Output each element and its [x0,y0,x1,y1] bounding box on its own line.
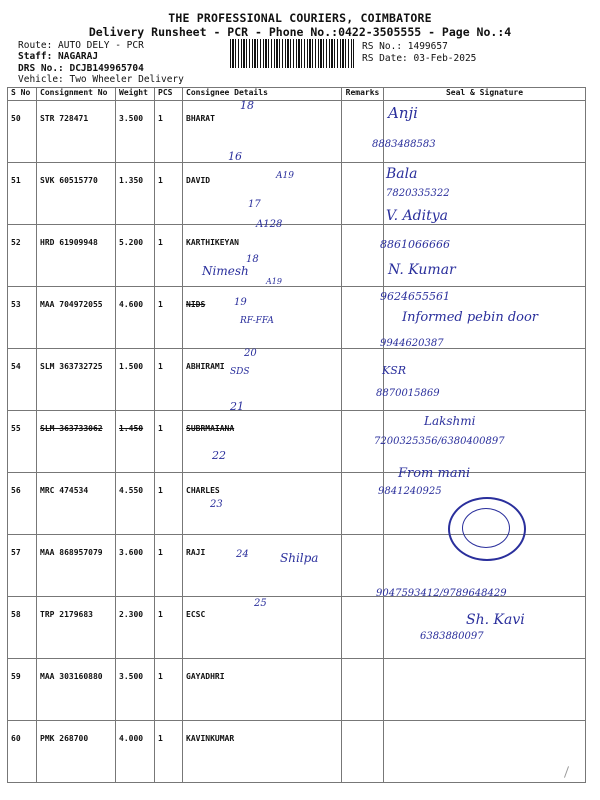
handwritten-name: Nimesh [202,264,249,278]
cell-consignment: MAA 704972055 [37,287,116,349]
table-header-row [8,88,586,101]
cell-consignment: SLM 363733062 [37,411,116,473]
cell-weight: 3.600 [116,535,155,597]
cell-weight: 4.000 [116,721,155,783]
handwritten-phone: 9944620387 [380,338,444,349]
cell-pcs: 1 [155,287,183,349]
cell-weight: 1.350 [116,163,155,225]
cell-weight: 4.600 [116,287,155,349]
handwritten-phone: 7820335322 [386,188,450,199]
table-row [8,163,586,225]
table-row [8,721,586,783]
cell-consignee: KAVINKUMAR [183,721,342,783]
cell-consignment: SVK 60515770 [37,163,116,225]
rs-date: RS Date: 03-Feb-2025 [362,53,477,64]
cell-remarks [342,721,384,783]
handwritten-code: SDS [230,367,250,377]
cell-sno: 60 [8,721,37,783]
cell-consignment: TRP 2179683 [37,597,116,659]
cell-consignment: PMK 268700 [37,721,116,783]
handwritten-number: 16 [228,150,242,163]
handwritten-signature: Lakshmi [424,414,476,428]
cell-remarks [342,163,384,225]
cell-sno: 58 [8,597,37,659]
handwritten-code: A128 [256,219,283,230]
handwritten-phone: 6383880097 [420,631,484,642]
handwritten-phone: 9047593412/9789648429 [376,588,507,599]
cell-pcs: 1 [155,659,183,721]
col-header-seal: Seal & Signature [384,88,586,101]
handwritten-name: Shilpa [280,551,319,565]
handwritten-phone: 7200325356/6380400897 [374,436,505,447]
cell-consignment: HRD 61909948 [37,225,116,287]
cell-pcs: 1 [155,597,183,659]
handwritten-phone: 9624655561 [380,290,450,303]
company-title: THE PROFESSIONAL COURIERS, COIMBATORE [168,11,432,25]
cell-remarks [342,473,384,535]
rs-number: RS No.: 1499657 [362,41,448,52]
table-row [8,349,586,411]
cell-pcs: 1 [155,163,183,225]
cell-sno: 56 [8,473,37,535]
cell-sno: 51 [8,163,37,225]
handwritten-phone: 8883488583 [372,139,436,150]
handwritten-number: 25 [254,598,267,609]
cell-pcs: 1 [155,473,183,535]
cell-pcs: 1 [155,411,183,473]
handwritten-phone: 8870015869 [376,388,440,399]
cell-consignee: ABHIRAMI [183,349,342,411]
vehicle-label: Vehicle: Two Wheeler Delivery [18,74,184,85]
handwritten-code: RF-FFA [240,316,274,326]
cell-seal [384,659,586,721]
handwritten-signature: Sh. Kavi [466,612,525,628]
cell-remarks [342,101,384,163]
col-header-consignment: Consignment No [37,88,116,101]
handwritten-code: A19 [266,277,282,286]
handwritten-number: 19 [234,297,247,308]
handwritten-phone: 8861066666 [380,238,450,251]
cell-consignment: MAA 303160880 [37,659,116,721]
handwritten-number: 17 [248,199,261,210]
handwritten-number: 21 [230,400,244,413]
drs-number: DRS No.: DCJB149965704 [18,63,144,74]
cell-weight: 5.200 [116,225,155,287]
round-stamp-inner [462,508,510,548]
cell-weight: 1.500 [116,349,155,411]
col-header-weight: Weight [116,88,155,101]
handwritten-number: 18 [240,99,254,112]
handwritten-number: 20 [244,348,257,359]
cell-consignment: MAA 868957079 [37,535,116,597]
cell-remarks [342,287,384,349]
col-header-pcs: PCS [155,88,183,101]
handwritten-signature: N. Kumar [388,262,456,278]
cell-consignee: BHARAT [183,101,342,163]
cell-weight: 1.450 [116,411,155,473]
cell-consignee: SUBRMAIANA [183,411,342,473]
cell-pcs: 1 [155,349,183,411]
handwritten-number: 22 [212,449,226,462]
col-header-remarks: Remarks [342,88,384,101]
cell-remarks [342,349,384,411]
cell-sno: 53 [8,287,37,349]
table-row [8,659,586,721]
table-row [8,225,586,287]
handwritten-signature: V. Aditya [386,208,448,224]
cell-consignee: GAYADHRI [183,659,342,721]
cell-consignee: KARTHIKEYAN [183,225,342,287]
cell-pcs: 1 [155,225,183,287]
cell-consignment: MRC 474534 [37,473,116,535]
cell-consignee: RAJI [183,535,342,597]
cell-consignment: STR 728471 [37,101,116,163]
col-header-sno: S No [8,88,37,101]
cell-sno: 50 [8,101,37,163]
route-label: Route: AUTO DELY - PCR [18,40,144,51]
cell-consignee: ECSC [183,597,342,659]
cell-consignment: SLM 363732725 [37,349,116,411]
runsheet-subtitle: Delivery Runsheet - PCR - Phone No.:0422-3505555 - Page No.:4 [88,25,512,39]
cell-consignee: CHARLES [183,473,342,535]
cell-weight: 3.500 [116,101,155,163]
handwritten-signature: Bala [386,166,418,182]
cell-sno: 52 [8,225,37,287]
cell-sno: 54 [8,349,37,411]
cell-seal [384,721,586,783]
cell-sno: 59 [8,659,37,721]
runsheet-table [7,87,586,783]
cell-weight: 4.550 [116,473,155,535]
cell-remarks [342,597,384,659]
handwritten-phone: 9841240925 [378,486,442,497]
table-row [8,101,586,163]
col-header-consignee: Consignee Details [183,88,342,101]
handwritten-code: A19 [276,171,294,181]
handwritten-signature: KSR [382,364,407,377]
handwritten-signature: From mani [398,466,471,481]
cell-pcs: 1 [155,101,183,163]
cell-weight: 2.300 [116,597,155,659]
cell-consignee: NIDS [183,287,342,349]
barcode [230,39,354,68]
staff-label: Staff: NAGARAJ [18,51,99,62]
handwritten-signature: Anji [388,104,418,122]
cell-weight: 3.500 [116,659,155,721]
handwritten-number: 23 [210,499,223,510]
handwritten-number: 24 [236,549,249,560]
cell-consignee: DAVID [183,163,342,225]
cell-sno: 57 [8,535,37,597]
cell-remarks [342,659,384,721]
cell-remarks [342,225,384,287]
cell-pcs: 1 [155,721,183,783]
cell-pcs: 1 [155,535,183,597]
cell-seal [384,349,586,411]
cell-sno: 55 [8,411,37,473]
handwritten-number: 18 [246,254,259,265]
handwritten-note: Informed pebin door [402,310,539,325]
